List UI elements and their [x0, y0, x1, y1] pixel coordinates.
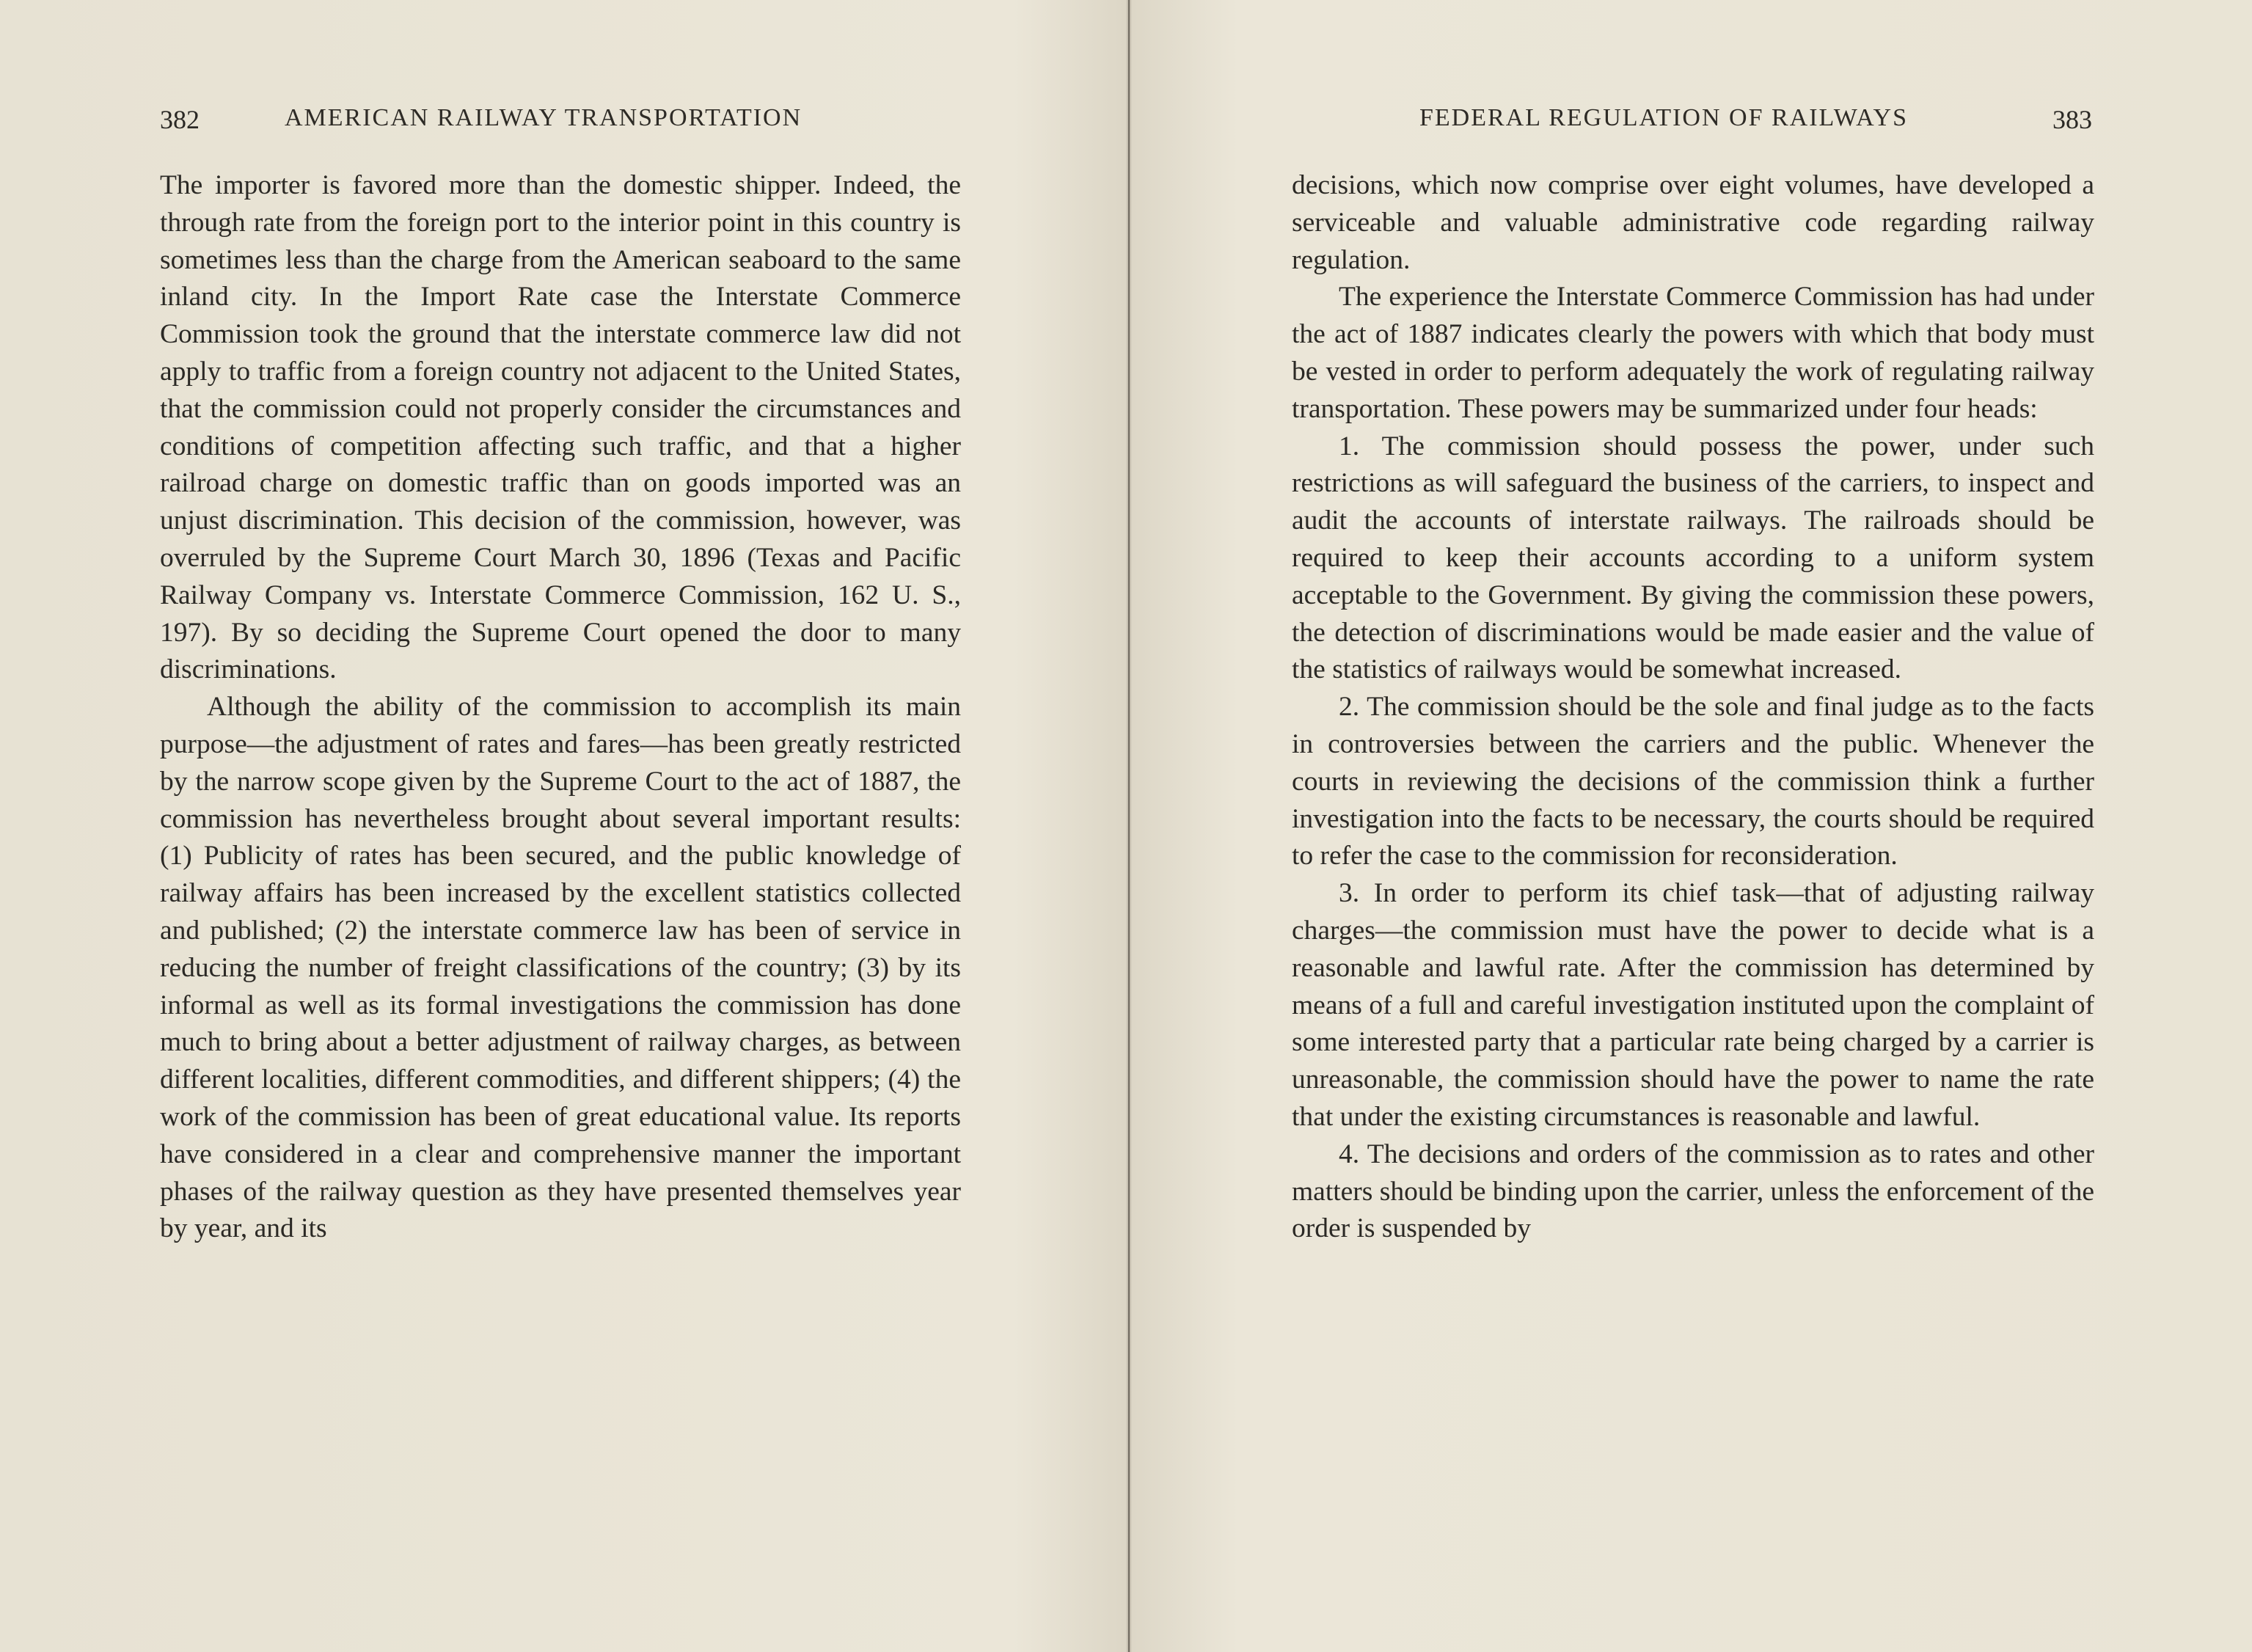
- paragraph: decisions, which now comprise over eight volumes, have developed a serviceable and valuable administrative code regarding railway regulation.: [1292, 170, 2094, 275]
- paragraph: 1. The commission should possess the power, under such restrictions as will safeguard the business of the carriers, to inspect and audit the accounts of interstate railways. The railroads should be required to keep their accounts according to a uniform system acceptable to the Government. By giving the commission these powers, the detection of discriminations would be made easier and the value of the statistics of railways would be somewhat increased.: [1292, 431, 2094, 685]
- paragraph: The importer is favored more than the domestic shipper. Indeed, the through rate from the foreign port to the interior point in this country is sometimes less than the charge from the American seaboard to the same inland city. In the Import Rate case the Interstate Commerce Commission took the ground that the interstate commerce law did not apply to traffic from a foreign country not adjacent to the United States, that the commission could not properly consider the circumstances and conditions of competition affecting such traffic, and that a higher railroad charge on domestic traffic than on goods imported was an unjust discrimination. This decision of the commission, however, was overruled by the Supreme Court March 30, 1896 (Texas and Pacific Railway Company vs. Interstate Commerce Commission, 162 U. S., 197). By so deciding the Supreme Court opened the door to many discriminations.: [160, 170, 961, 685]
- running-head: AMERICAN RAILWAY TRANSPORTATION: [285, 104, 803, 131]
- page-number: 382: [160, 105, 200, 134]
- paragraph: Although the ability of the commission to accomplish its main purpose—the adjustment of rates and fares—has been greatly restricted by the narrow scope given by the Supreme Court to the act of 1887, the commission has nevertheless brought about several important results: (1) Publicity of rates has been secured, and the public knowledge of railway affairs has been increased by the excellent statistics collected and published; (2) the interstate commerce law has been of service in reducing the number of freight classifications of the country; (3) by its informal as well as its formal investigations the commission has done much to bring about a better adjustment of railway charges, as between different localities, different commodities, and different shippers; (4) the work of the commission has been of great educational value. Its reports have considered in a clear and comprehensive manner the important phases of the railway question as they have presented themselves year by year, and its: [160, 692, 961, 1244]
- paragraph: The experience the Interstate Commerce Commission has had under the act of 1887 indicates clearly the powers with which that body must be vested in order to perform adequately the work of regulating railway transportation. These powers may be summarized under four heads:: [1292, 282, 2094, 424]
- gutter-divider: [1128, 0, 1130, 1652]
- paragraph: 2. The commission should be the sole and final judge as to the facts in controversies between the carriers and the public. Whenever the courts in reviewing the decisions of the commission think a further investigation into the facts to be necessary, the courts should be required to refer the case to the commission for reconsideration.: [1292, 692, 2094, 871]
- paragraph: 3. In order to perform its chief task—that of adjusting railway charges—the commission must have the power to decide what is a reasonable and lawful rate. After the commission has determined by means of a full and careful investigation instituted upon the complaint of some interested party that a particular rate being charged by a carrier is unreasonable, the commission should have the power to name the rate that under the existing circumstances is reasonable and lawful.: [1292, 878, 2094, 1132]
- body-text: [160, 167, 961, 1248]
- body-text: [1292, 167, 2094, 1248]
- paragraph: 4. The decisions and orders of the commission as to rates and other matters should be binding upon the carrier, unless the enforcement of the order is suspended by: [1292, 1139, 2095, 1244]
- running-head: FEDERAL REGULATION OF RAILWAYS: [1419, 104, 1909, 131]
- page-number: 383: [2052, 105, 2092, 134]
- right-page: [1132, 0, 2252, 1652]
